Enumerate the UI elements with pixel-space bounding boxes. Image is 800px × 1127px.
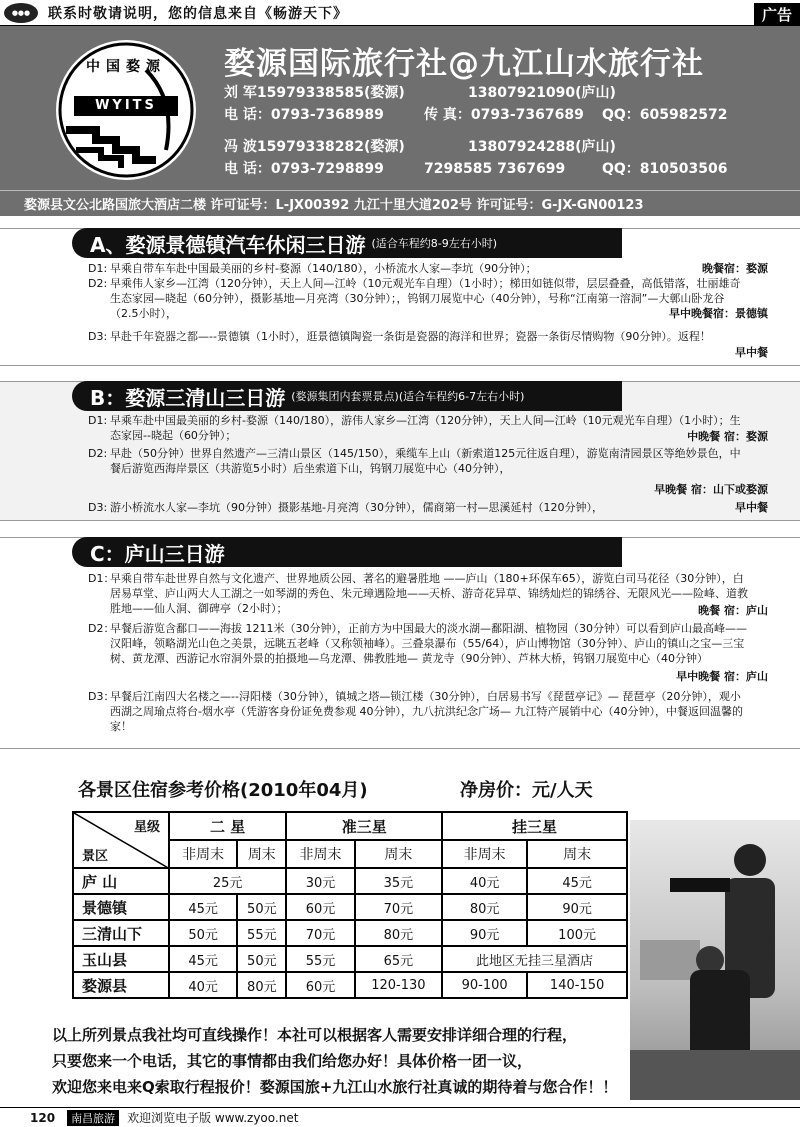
- price-cell: 50元: [169, 920, 237, 946]
- day-text: 早赴（50分钟）世界自然遗产—三清山景区（145/150），乘缆车上山（新索道125元往返自理），游览南清园景区等绝妙景色，中餐后游览西海岸景区（共游览5小时）后坐索道下山，钨钢刀展览中心（40分钟），: [110, 447, 741, 475]
- table-corner: [73, 812, 169, 868]
- day-label: D2:: [88, 447, 108, 460]
- contact-row: [224, 136, 668, 156]
- address-line: 婺源县文公北路国旅大酒店二楼 许可证号：L-JX00392 九江十里大道202号 许可证号：G-JX-GN00123: [0, 190, 800, 216]
- table-row: [73, 972, 627, 998]
- day-label: D2：: [88, 622, 115, 635]
- itinerary-day: [88, 330, 768, 359]
- price-cell: 80元: [237, 972, 286, 998]
- tour-title-text: B：婺源三清山三日游: [90, 385, 286, 410]
- tour-note: (婺源集团内套票景点)(适合车程约6-7左右小时): [291, 390, 525, 403]
- table-row: [73, 946, 627, 972]
- tour-note: (适合车程约8-9左右小时): [371, 237, 498, 250]
- tour-title-a: [72, 228, 622, 258]
- source-note: 联系时敬请说明，您的信息来自《畅游天下》: [48, 5, 348, 22]
- tour-title-b: [72, 381, 622, 411]
- sub-header: 非周末: [286, 840, 354, 868]
- logo-en-text: WYITS: [74, 96, 178, 116]
- price-cell: 65元: [355, 946, 442, 972]
- contact-cell: 刘 军15979338585(婺源): [224, 85, 405, 101]
- price-cell: 此地区无挂三星酒店: [442, 946, 627, 972]
- tour-title-text: A、婺源景德镇汽车休闲三日游: [90, 232, 366, 257]
- day-stay: 晚餐宿：婺源: [702, 262, 768, 275]
- star-header: 准三星: [286, 812, 442, 840]
- row-city: 玉山县: [73, 946, 169, 972]
- itinerary-day: [88, 262, 768, 277]
- contact-row: [224, 158, 727, 178]
- logo-cn-text: 中国婺源: [86, 59, 166, 75]
- page-number: 120: [30, 1110, 56, 1125]
- closing-line: 只要您来一个电话，其它的事情都由我们给您办好！具体价格一团一议，: [52, 1052, 533, 1070]
- day-stay: 早中晚餐 宿：庐山: [676, 670, 768, 683]
- price-cell: 55元: [237, 920, 286, 946]
- sub-header: 周末: [527, 840, 627, 868]
- sub-header: 周末: [237, 840, 286, 868]
- day-text: 早乘自带车赴世界自然与文化遗产、世界地质公园、著名的避暑胜地 ——庐山（180+环保车65），游览白司马花径（30分钟），白居易草堂、庐山两大人工湖之一如琴湖的秀色、朱元璋遇险地——天桥、游奇花异草、锦绣灿烂的锦绣谷、无限风光——险峰、道教胜地——仙人洞、御碑亭（2小时）；: [110, 572, 748, 615]
- sub-header: 非周末: [442, 840, 527, 868]
- price-cell: 55元: [286, 946, 354, 972]
- sub-header: 非周末: [169, 840, 237, 868]
- price-cell: 140-150: [527, 972, 627, 998]
- price-cell: 50元: [237, 894, 286, 920]
- price-cell: 100元: [527, 920, 627, 946]
- itinerary-day: [88, 690, 768, 734]
- row-city: 三清山下: [73, 920, 169, 946]
- contact-cell: QQ：810503506: [602, 161, 728, 177]
- price-cell: 60元: [286, 972, 354, 998]
- price-cell: 80元: [355, 920, 442, 946]
- price-cell: 120-130: [355, 972, 442, 998]
- price-unit: 净房价：元/人天: [460, 780, 593, 801]
- day-label: D3:: [88, 330, 108, 343]
- day-label: D3：: [88, 690, 115, 703]
- website-link[interactable]: 欢迎浏览电子版 www.zyoo.net: [127, 1111, 299, 1125]
- closing-line: 欢迎您来电来Q索取行程报价！婺源国旅+九江山水旅行社真诚的期待着与您合作！！: [52, 1078, 618, 1096]
- row-city: 景德镇: [73, 894, 169, 920]
- price-cell: 90元: [442, 920, 527, 946]
- page-footer: [0, 1107, 800, 1127]
- day-text: 早餐后江南四大名楼之—--浔阳楼（30分钟），镇城之塔—锁江楼（30分钟），白居易书写《琵琶亭记》— 琵琶亭（20分钟），观小西湖之周瑜点将台-烟水亭（凭游客身份证免费参观 40分钟），九八抗洪纪念广场— 九江特产展销中心（40分钟），中餐返回温馨的家！: [110, 690, 743, 733]
- tour-title-text: C：庐山三日游: [90, 541, 225, 566]
- contact-cell: 13807924288(庐山): [468, 139, 616, 155]
- itinerary-day: [88, 277, 768, 321]
- contact-row: [224, 104, 727, 124]
- contact-cell: 7298585 7367699: [424, 161, 566, 177]
- day-text: 游小桥流水人家—李坑（90分钟）摄影基地-月亮湾（30分钟），儒商第一村—思溪延村（120分钟），: [110, 501, 603, 514]
- day-text: 早乘自带车车赴中国最美丽的乡村-婺源（140/180），小桥流水人家—李坑（90分钟）；: [110, 262, 537, 275]
- price-cell: 40元: [442, 868, 527, 894]
- contact-cell: 传 真：0793-7367689: [424, 107, 584, 123]
- price-cell: 50元: [237, 946, 286, 972]
- contact-cell: 电 话：0793-7298899: [224, 161, 384, 177]
- price-cell: 35元: [355, 868, 442, 894]
- ad-label: 广告: [754, 3, 800, 26]
- top-bar: [0, 0, 800, 26]
- price-cell: 80元: [442, 894, 527, 920]
- row-city: 庐 山: [73, 868, 169, 894]
- price-cell: 40元: [169, 972, 237, 998]
- contact-cell: 冯 波15979338282(婺源): [224, 139, 405, 155]
- itinerary-day: [88, 447, 768, 496]
- price-cell: 45元: [527, 868, 627, 894]
- section-tag: 南昌旅游: [67, 1110, 119, 1126]
- day-label: D2:: [88, 277, 108, 290]
- day-text: 早乘伟人家乡—江湾（120分钟），天上人间—江岭（10元观光车自理）（1小时）；梯田如链似带，层层叠叠，高低错落，壮丽雄奇生态家园—晓起（60分钟），摄影基地—月亮湾（30分钟）；，钨钢刀展览中心（40分钟），号称“江南第一溶洞”—大鄣山卧龙谷（2.5小时），: [110, 277, 741, 320]
- price-cell: 30元: [286, 868, 354, 894]
- price-cell: 45元: [169, 946, 237, 972]
- price-title: 各景区住宿参考价格(2010年04月): [78, 780, 368, 801]
- contact-cell: QQ：605982572: [602, 107, 728, 123]
- day-stay: 中晚餐 宿：婺源: [687, 430, 768, 443]
- price-cell: 70元: [355, 894, 442, 920]
- row-city: 婺源县: [73, 972, 169, 998]
- corner-bottom-label: 景区: [82, 849, 109, 864]
- star-header: 挂三星: [442, 812, 627, 840]
- table-row: [73, 868, 627, 894]
- day-label: D1:: [88, 262, 108, 275]
- price-cell: 90元: [527, 894, 627, 920]
- day-label: D3:: [88, 501, 108, 514]
- day-stay: 早中餐: [735, 346, 768, 359]
- contact-row: [224, 82, 668, 102]
- price-cell: 90-100: [442, 972, 527, 998]
- table-header-row: [73, 812, 627, 840]
- itinerary-day: [88, 572, 768, 616]
- contact-cell: 电 话：0793-7368989: [224, 107, 384, 123]
- price-cell: 60元: [286, 894, 354, 920]
- day-text: 早餐后游览含鄱口——海拔 1211米（30分钟），正前方为中国最大的淡水湖—鄱阳湖、植物园（30分钟）可以看到庐山最高峰——汉阳峰，领略湖光山色之美景，远眺五老峰（又称领袖峰）。三叠泉瀑布（55/64），庐山博物馆（30分钟）、庐山的镇山之宝—三宝树、黄龙潭、西游记水帘洞外景的拍摄地—乌龙潭、佛教胜地— 黄龙寺（90分钟）、芦林大桥，钨钢刀展览中心（40分钟）: [110, 622, 747, 665]
- day-text: 早乘车赴中国最美丽的乡村-婺源（140/180），游伟人家乡—江湾（120分钟），天上人间—江岭（10元观光车自理）（1小时）；生态家园--晓起（60分钟）；: [110, 414, 741, 442]
- price-cell: 45元: [169, 894, 237, 920]
- price-cell: 25元: [169, 868, 286, 894]
- itinerary-day: [88, 414, 768, 444]
- itinerary-day: [88, 622, 768, 683]
- price-cell: 70元: [286, 920, 354, 946]
- day-stay: 早中晚餐宿：景德镇: [669, 307, 768, 320]
- day-text: 早赴千年瓷器之都—--景德镇（1小时），逛景德镇陶瓷一条街是瓷器的海洋和世界；瓷器一条街尽情购物（90分钟）。返程！: [110, 330, 711, 343]
- magazine-logo: ●●●: [4, 3, 38, 23]
- table-row: [73, 920, 627, 946]
- star-header: 二 星: [169, 812, 286, 840]
- corner-top-label: 星级: [133, 820, 160, 835]
- sub-header: 周末: [355, 840, 442, 868]
- day-stay: 早晚餐 宿：山下或婺源: [654, 483, 768, 496]
- itinerary-day: [88, 501, 768, 516]
- closing-line: 以上所列景点我社均可直线操作！本社可以根据客人需要安排详细合理的行程，: [52, 1026, 578, 1044]
- agency-logo: [56, 40, 196, 180]
- tour-title-c: [72, 537, 622, 567]
- agency-title: 婺源国际旅行社@九江山水旅行社: [224, 46, 704, 82]
- day-stay: 晚餐 宿：庐山: [698, 604, 768, 617]
- agency-header: [0, 26, 800, 216]
- day-label: D1:: [88, 414, 108, 427]
- table-row: [73, 894, 627, 920]
- price-table: [72, 811, 628, 999]
- day-stay: 早中餐: [735, 501, 768, 514]
- day-label: D1：: [88, 572, 115, 585]
- contact-cell: 13807921090(庐山): [468, 85, 616, 101]
